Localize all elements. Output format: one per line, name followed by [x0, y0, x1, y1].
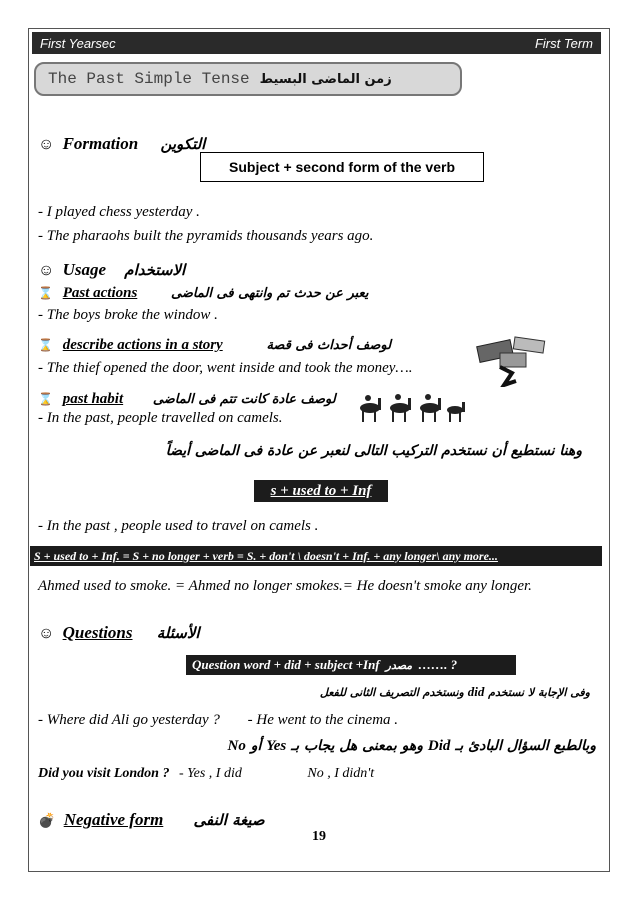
answer-note-ar-1: وفى الإجابة لا نستخدم: [488, 686, 590, 699]
usage-item-past-actions: [38, 285, 368, 302]
question-formula-tail: ……. ?: [418, 657, 458, 672]
formation-heading-en: Formation: [62, 134, 139, 153]
usage-example-1: - The boys broke the window .: [38, 307, 218, 323]
smiley-icon: ☺: [38, 625, 55, 642]
usage-item-story: [38, 337, 391, 354]
question-formula-ar: مصدر: [385, 658, 413, 672]
yes-no-example: [38, 766, 374, 782]
yes-no-example-yes: - Yes , I did: [178, 766, 242, 781]
answer-note-did: did: [467, 684, 485, 699]
usage-example-2: - The thief opened the door, went inside and took the money….: [38, 360, 413, 376]
smiley-icon: ☺: [38, 136, 55, 153]
answer-note-ar-2: ونستخدم التصريف الثانى للفعل: [319, 686, 464, 699]
thief-illustration: [470, 333, 552, 387]
answer-note: [320, 684, 590, 700]
question-example: [38, 712, 398, 729]
formation-formula: Subject + second form of the verb: [200, 152, 484, 182]
negative-heading: [38, 810, 265, 830]
camels-illustration: [356, 386, 466, 426]
used-to-formula: s + used to + Inf: [254, 480, 388, 502]
negative-heading-ar: صيغة النفى: [193, 811, 265, 829]
yes-no-note: [228, 738, 597, 755]
usage-heading-en: Usage: [62, 260, 107, 279]
yes-no-or: أو: [250, 738, 262, 754]
question-formula-en: Question word + did + subject +Inf: [192, 657, 380, 672]
usage-heading: [38, 260, 185, 280]
smiley-icon: ☺: [38, 262, 55, 279]
lesson-title-ar: زمن الماضى البسيط: [259, 71, 392, 87]
yes-no-example-q: Did you visit London ?: [38, 766, 170, 781]
usage-label: describe actions in a story: [62, 337, 223, 353]
bomb-icon: 💣: [38, 814, 56, 829]
questions-heading-ar: الأسئلة: [156, 624, 200, 642]
hourglass-icon: ⌛: [38, 338, 53, 352]
used-to-note-ar: وهنا نستطيع أن نستخدم التركيب التالى لنعبر عن عادة فى الماضى أيضاً: [165, 443, 582, 459]
usage-label: Past actions: [62, 285, 138, 301]
usage-item-habit: [38, 391, 336, 408]
lesson-title: [34, 62, 462, 96]
page-header: [32, 32, 601, 54]
yes-no-no: No: [227, 738, 246, 754]
usage-label: past habit: [62, 391, 124, 407]
hourglass-icon: ⌛: [38, 392, 53, 406]
formation-example-1: - I played chess yesterday .: [38, 204, 200, 220]
equivalence-example: Ahmed used to smoke. = Ahmed no longer smokes.= He doesn't smoke any longer.: [38, 578, 532, 594]
usage-label-ar: لوصف أحداث فى قصة: [266, 338, 392, 353]
yes-no-ar-2: وهو بمعنى هل يجاب بـ: [291, 738, 423, 754]
negative-heading-en: Negative form: [63, 810, 164, 829]
used-to-example: - In the past , people used to travel on camels .: [38, 518, 319, 534]
page-number: 19: [312, 829, 326, 844]
questions-heading-en: Questions: [62, 623, 133, 642]
header-year: First Yearsec: [40, 35, 116, 51]
question-example-a: - He went to the cinema .: [247, 712, 399, 728]
yes-no-example-no: No , I didn't: [307, 766, 375, 781]
usage-example-3: - In the past, people travelled on camels.: [38, 410, 283, 426]
lesson-title-en: The Past Simple Tense: [48, 70, 250, 88]
question-example-q: - Where did Ali go yesterday ?: [38, 712, 220, 728]
yes-no-did: Did: [427, 738, 451, 754]
question-formula: [186, 655, 516, 675]
used-to-equivalence: S + used to + Inf. = S + no longer + verb = S. + don't \ doesn't + Inf. + any longer\ any more...: [30, 546, 602, 566]
formation-heading-ar: التكوين: [160, 135, 206, 153]
yes-no-ar-1: وبالطبع السؤال البادئ بـ: [455, 738, 596, 754]
hourglass-icon: ⌛: [38, 286, 53, 300]
usage-label-ar: لوصف عادة كانت تتم فى الماضى: [152, 392, 336, 407]
usage-heading-ar: الاستخدام: [124, 261, 186, 279]
header-term: First Term: [534, 35, 593, 51]
formation-heading: [38, 134, 205, 154]
usage-label-ar: يعبر عن حدث تم وانتهى فى الماضى: [171, 286, 369, 301]
formation-example-2: - The pharaohs built the pyramids thousands years ago.: [38, 228, 374, 244]
yes-no-yes: Yes: [266, 738, 287, 754]
questions-heading: [38, 623, 200, 643]
